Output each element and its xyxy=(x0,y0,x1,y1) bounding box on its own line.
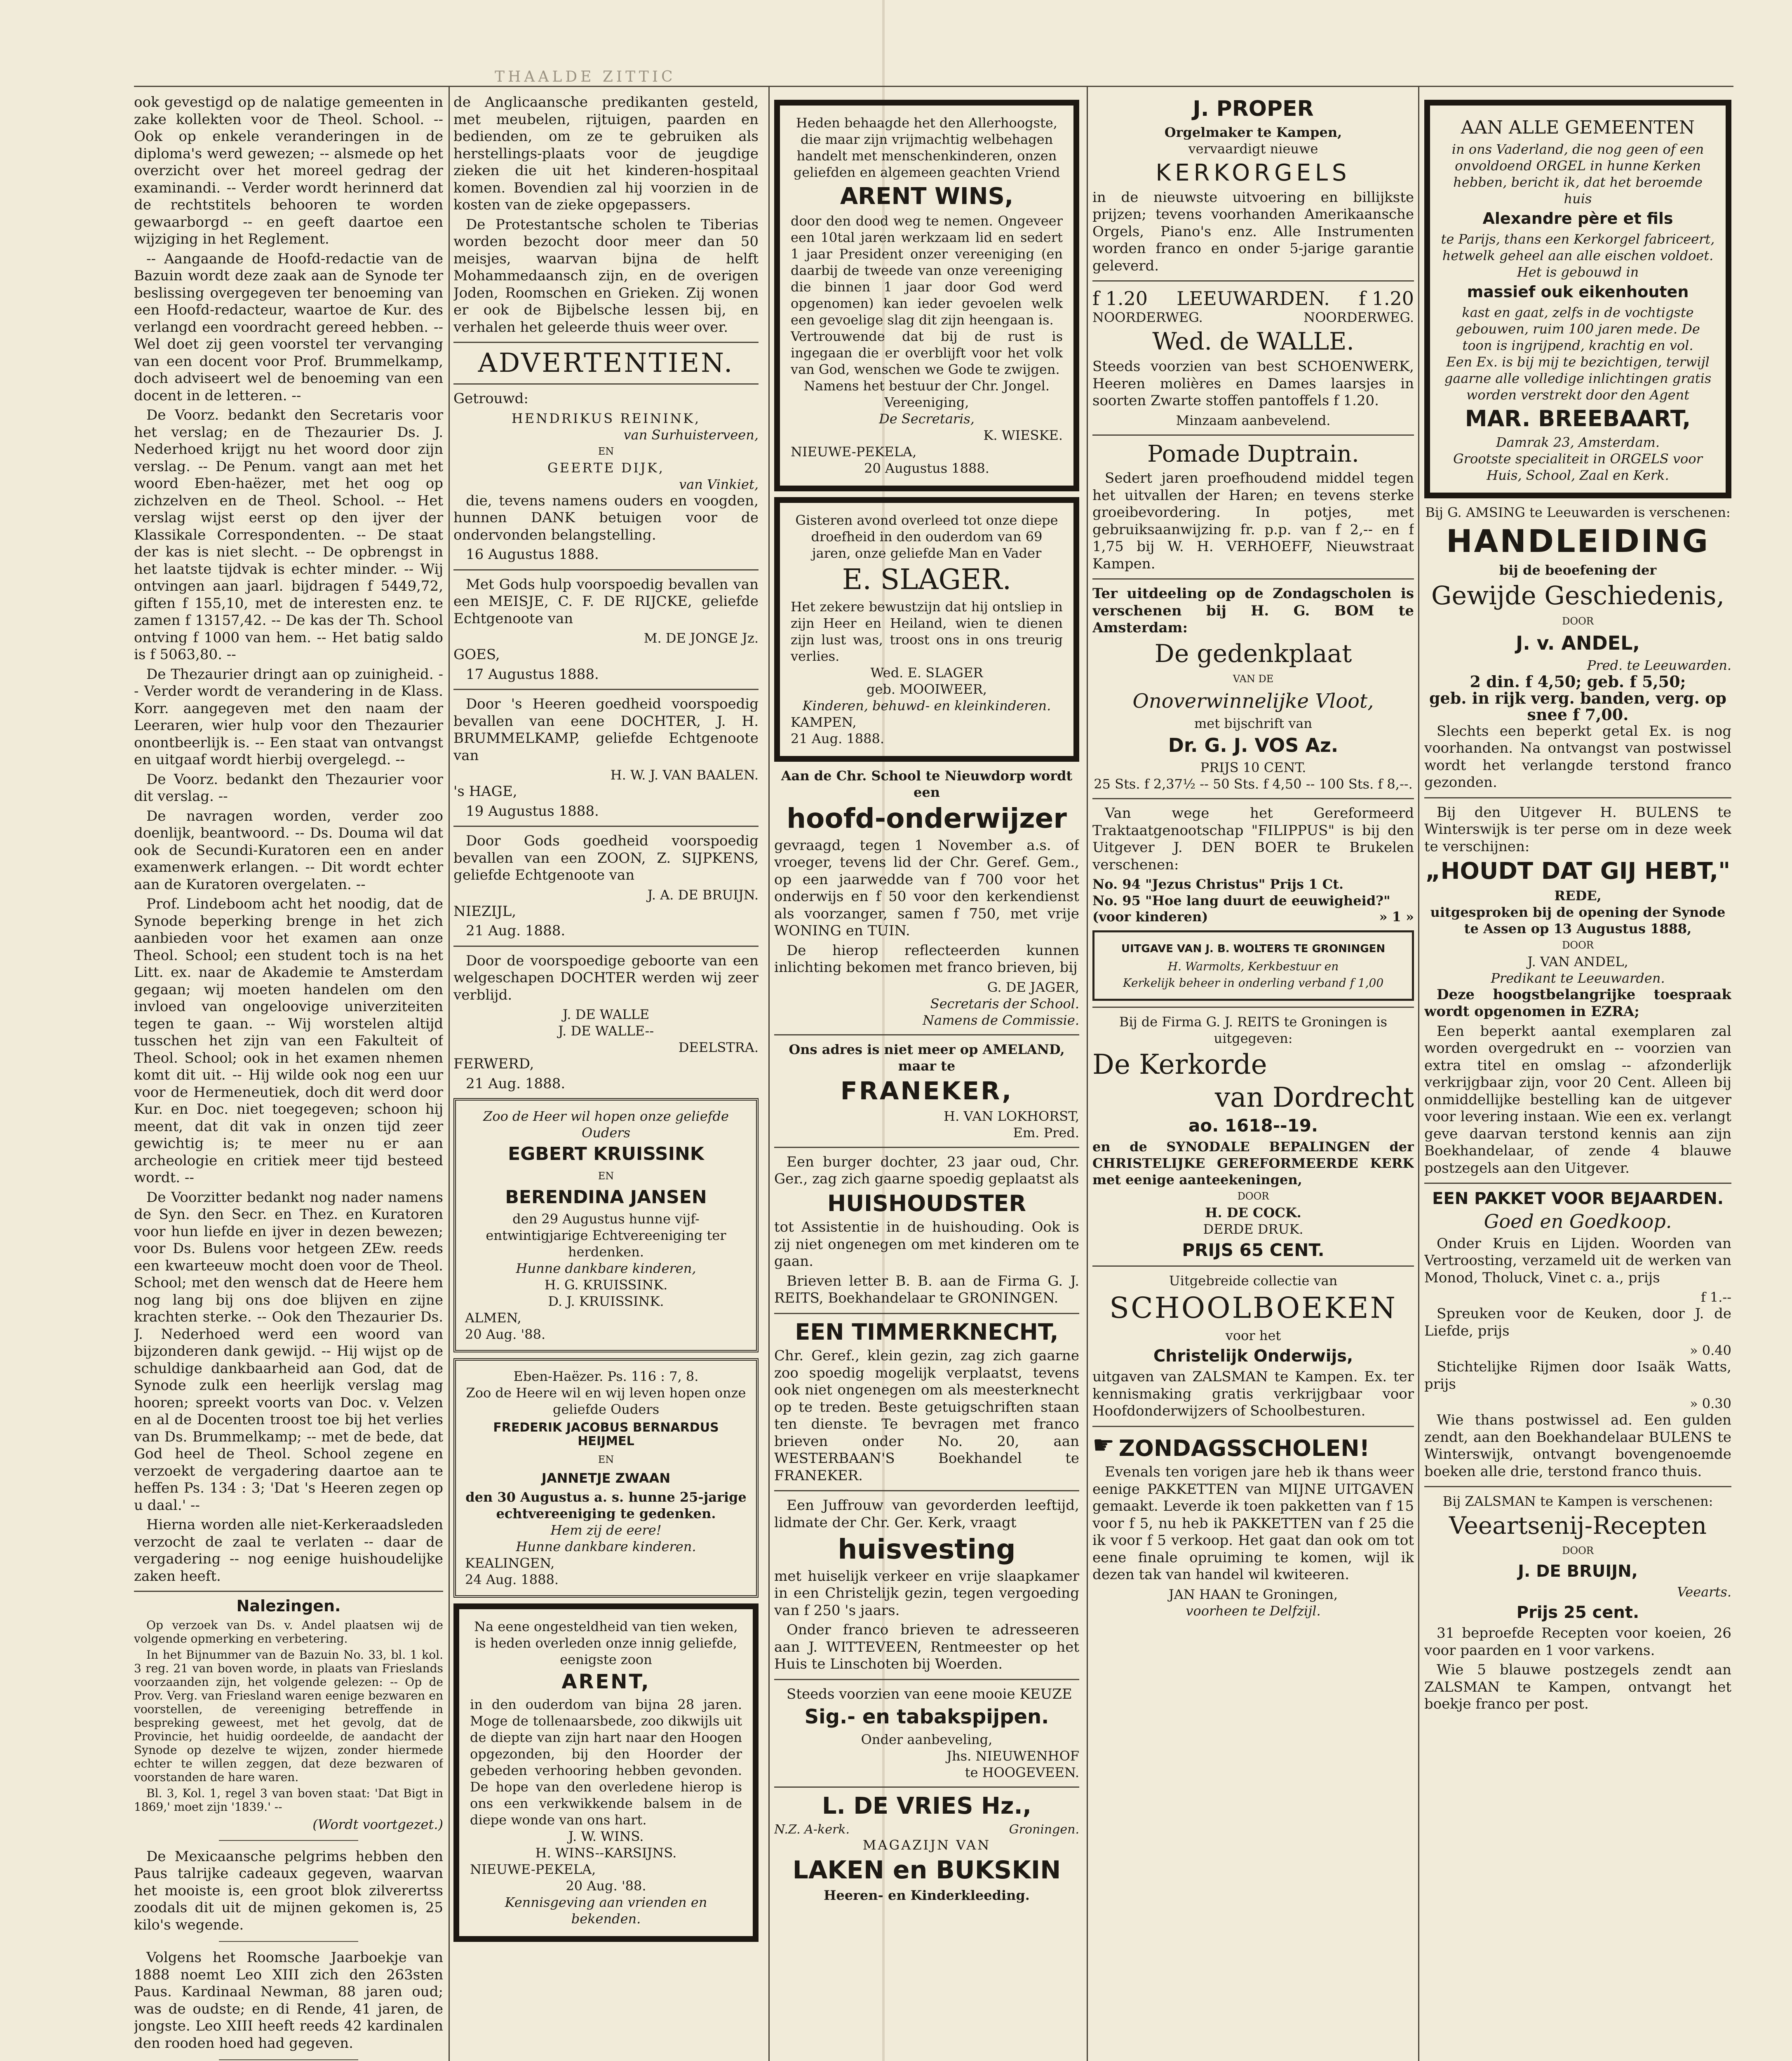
advertenties-title: ADVERTENTIEN. xyxy=(478,348,734,378)
column-1 xyxy=(134,94,443,2061)
ad-gedenkplaat xyxy=(1092,585,1414,792)
news-paragraph: Volgens het Roomsche Jaarboekje van 1888 noemt Leo XIII zich den 263sten Paus. Kardinaal Newman, 88 jaren oud; was de oudste; en di Rende, 41 jaren, de jongste. Leo XIII heeft reeds 42 kardinalen den rooden hoed had gegeven. xyxy=(134,1949,443,2052)
ad-verse: Eben-Haëzer. Ps. 116 : 7, 8. xyxy=(513,1369,699,1385)
ad-author: J. VAN ANDEL, xyxy=(1527,953,1628,969)
separator xyxy=(1092,1265,1414,1267)
ad-breebaart xyxy=(1424,100,1731,498)
ad-lead: Bij G. AMSING te Leeuwarden is verschenen: xyxy=(1425,505,1731,521)
ad-text: Het zekere bewustzijn dat hij ontsliep in zijn Heer en Heiland, wien te dienen zijn lust was, troost ons in ons treurig verlies. xyxy=(791,599,1063,664)
ad-title: De gedenkplaat xyxy=(1154,639,1352,668)
ad-lead: Een Juffrouw van gevorderden leeftijd, lidmate der Chr. Ger. Kerk, vraagt xyxy=(774,1497,1079,1531)
ad-lead: Een burger dochter, 23 jaar oud, Chr. Ger., zag zich gaarne spoedig geplaatst als xyxy=(774,1153,1079,1188)
separator xyxy=(774,1313,1079,1314)
separator xyxy=(774,1147,1079,1148)
ad-text: 31 beproefde Recepten voor koeien, 26 voor paarden en 1 voor varkens. xyxy=(1424,1625,1731,1659)
ad-item: No. 95 "Hoe lang duurt de eeuwigheid?" xyxy=(1092,893,1390,909)
ad-title: LAKEN en BUKSKIN xyxy=(792,1855,1061,1885)
ad-text: die, tevens namens ouders en voogden, hunnen DANK betuigen voor de ondervonden belangstelling. xyxy=(453,492,759,543)
ad-text: gevraagd, tegen 1 November a.s. of vroeger, tevens lid der Chr. Geref. Gem., op een jaarwedde van f 700 voor het onderwijs en f 50 voor den kerkendienst als voorzanger, samen f 750, met vrije WONING en TUIN. xyxy=(774,837,1079,939)
separator xyxy=(1092,1426,1414,1427)
ad-en: EN xyxy=(598,1170,614,1182)
separator xyxy=(219,2059,358,2060)
separator xyxy=(1424,1183,1731,1184)
ad-text: DOOR xyxy=(1562,939,1594,951)
ad-wolters xyxy=(1092,930,1414,1001)
ad-nieuwenhof xyxy=(774,1686,1079,1781)
separator xyxy=(774,1786,1079,1788)
ad-text: Slechts een beperkt getal Ex. is nog voorhanden. Na ontvangst van postwissel wordt het verlangde terstond franco gezonden. xyxy=(1424,723,1731,791)
ad-pakket xyxy=(1424,1190,1731,1480)
news-paragraph: De Mexicaansche pelgrims hebben den Paus talrijke cadeaux gegeven, waarvan het mooiste is, een groot blok zilverertss zoodals dit uit de mijnen gekomen is, 25 kilo's wegende. xyxy=(134,1848,443,1933)
ad-name: Jhs. NIEUWENHOF xyxy=(946,1748,1079,1764)
ad-text: Zoo de Heer wil hopen onze geliefde Ouders xyxy=(483,1108,729,1141)
column-rule xyxy=(768,87,770,2061)
ad-franeker xyxy=(774,1041,1079,1141)
article-paragraph: de Anglicaansche predikanten gesteld, met meubelen, rijtuigen, paarden en bedienden, om ze te gebruiken als herstellings-plaats voor de jeugdige zieken die uit het kinderen-hospitaal komen. Bovendien zal hij voorzien in de kosten van de zieke opgepassers. xyxy=(453,94,759,213)
ad-date: 17 Augustus 1888. xyxy=(466,666,599,683)
ad-lead: Bij de Firma G. J. REITS te Groningen is uitgegeven: xyxy=(1119,1014,1388,1046)
ad-title: L. DE VRIES Hz., xyxy=(822,1793,1032,1820)
ad-name: M. DE JONGE Jz. xyxy=(644,630,759,646)
ad-author: Dr. G. J. VOS Az. xyxy=(1168,734,1339,757)
ad-text: met bijschrift van xyxy=(1194,716,1313,732)
ad-role: Namens de Commissie. xyxy=(922,1012,1079,1028)
ad-role: Predikant te Leeuwarden. xyxy=(1491,970,1665,986)
ad-kruissink xyxy=(453,1098,759,1352)
ad-price: PRIJS 10 CENT. xyxy=(1200,760,1306,776)
ad-item: Stichtelijke Rijmen door Isaäk Watts, prijs xyxy=(1424,1359,1731,1392)
ad-text: tot Assistentie in de huishouding. Ook is zij niet ongenegen om met kinderen om te gaan. xyxy=(774,1219,1079,1270)
ad-address: N.Z. A-kerk. xyxy=(774,1822,850,1837)
ad-date: 20 Aug. '88. xyxy=(465,1326,546,1343)
separator xyxy=(453,946,759,947)
ad-place: LEEUWARDEN. xyxy=(1177,287,1330,310)
ad-en: EN xyxy=(598,445,614,457)
ad-text: De hierop reflecteerden kunnen inlichting bekomen met franco brieven, bij xyxy=(774,942,1079,976)
ad-heijmel xyxy=(453,1358,759,1598)
ad-role: De Secretaris, xyxy=(879,411,975,427)
ad-filippus xyxy=(1092,805,1414,925)
ad-name: H. VAN LOKHORST, xyxy=(944,1108,1079,1124)
ad-title: „HOUDT DAT GIJ HEBT," xyxy=(1425,858,1731,885)
article-paragraph: De navragen worden, verder zoo doenlijk, beantwoord. -- Ds. Douma wil dat ook de Secundi-Kuratoren een en ander examenwerk erlangen. -- Dit wordt echter aan de Kuratoren overgelaten. -- xyxy=(134,807,443,893)
ad-place: te HOOGEVEEN. xyxy=(965,1765,1079,1781)
ad-text: den 29 Augustus hunne vijf-entwintigjarige Echtvereeniging ter herdenken. xyxy=(486,1211,726,1260)
ad-date: 21 Aug. 1888. xyxy=(791,731,885,747)
ad-text: Na eene ongesteldheid van tien weken, is heden overleden onze innig geliefde, eenigste zoon xyxy=(474,1619,738,1668)
ad-text: in ons Vaderland, die nog geen of een onvoldoend ORGEL in hunne Kerken hebben, bericht ik, dat het beroemde huis xyxy=(1451,141,1704,207)
ad-timmerknecht xyxy=(774,1320,1079,1484)
ad-lead: Bij den Uitgever H. BULENS te Winterswijk is ter perse om in deze week te verschijnen: xyxy=(1424,804,1731,855)
column-rule xyxy=(1418,87,1419,2061)
ad-place: ALMEN, xyxy=(465,1310,521,1326)
ad-price: » 0.40 xyxy=(1690,1343,1731,1359)
ad-text: Met Gods hulp voorspoedig bevallen van een MEISJE, C. F. DE RIJCKE, geliefde Echtgenoote van xyxy=(453,576,759,627)
ad-text: Minzaam aanbevelend. xyxy=(1176,412,1331,428)
ad-text: Vertrouwende dat bij de rust is ingegaan die er overblijft voor het volk van God, wenschen we Gode te zwijgen. xyxy=(791,328,1063,377)
column-3 xyxy=(774,94,1079,2061)
ad-veeartsenij xyxy=(1424,1493,1731,1713)
ad-text: uitgesproken bij de opening der Synode te Assen op 13 Augustus 1888, xyxy=(1430,904,1726,937)
ad-dejonge xyxy=(453,576,759,683)
ad-title: Gewijde Geschiedenis, xyxy=(1431,580,1725,610)
ad-title: AAN ALLE GEMEENTEN xyxy=(1461,117,1695,138)
ad-lead: Bij ZALSMAN te Kampen is verschenen: xyxy=(1442,1493,1713,1509)
ad-name: Wed. E. SLAGER xyxy=(870,665,983,681)
ad-name: J. A. DE BRUIJN. xyxy=(647,887,759,903)
ad-name: geb. MOOIWEER, xyxy=(867,681,987,697)
separator xyxy=(134,1591,443,1592)
top-rule xyxy=(134,86,1733,87)
ad-price: 25 Sts. f 2,37½ -- 50 Sts. f 4,50 -- 100 Sts. f 8,--. xyxy=(1094,776,1413,792)
ad-title: HUISHOUDSTER xyxy=(827,1190,1026,1216)
ad-text: Deze hoogstbelangrijke toespraak wordt opgenomen in EZRA; xyxy=(1424,986,1731,1020)
ad-text: Chr. Geref., klein gezin, zag zich gaarne zoo spoedig mogelijk verplaatst, tevens ook niet ongenegen om als meesterknecht op te treden. Beste getuigschriften staan ten dienste. Te bevragen met franco brieven onder No. 20, aan WESTERBAAN'S Boekhandel te FRANEKER. xyxy=(774,1347,1079,1484)
ad-text: Zoo de Heere wil en wij leven hopen onze geliefde Ouders xyxy=(466,1385,746,1418)
ad-text: voor het xyxy=(1225,1328,1281,1344)
ad-author: H. DE COCK. xyxy=(1205,1205,1301,1221)
ad-text: Namens het bestuur der Chr. Jongel. Vereeniging, xyxy=(803,378,1050,410)
ad-text: in den ouderdom van bijna 28 jaren. Moge de tollenaarsbede, zoo dikwijls uit de diepte van zijn hart naar den Hoogen opgezonden, bij den Hoorder der gebeden verhooring hebben gevonden. De hope van den overledene hierop is ons een verkwikkende balsem in de diepe wonde van ons hart. xyxy=(470,1697,742,1828)
ad-name: H. G. KRUISSINK. xyxy=(544,1277,668,1293)
separator xyxy=(1092,578,1414,580)
ad-name: EGBERT KRUISSINK xyxy=(508,1143,704,1165)
ad-name: HENDRIKUS REININK, xyxy=(511,410,701,426)
ad-text: DERDE DRUK. xyxy=(1203,1221,1303,1237)
ad-text: bij de beoefening der xyxy=(1499,562,1657,578)
separator xyxy=(453,689,759,690)
nalezingen-paragraph: Op verzoek van Ds. v. Andel plaatsen wij de volgende opmerking en verbetering. xyxy=(134,1618,443,1646)
ad-en: EN xyxy=(598,1454,614,1466)
column-rule xyxy=(449,87,450,2061)
article-paragraph: -- Aangaande de Hoofd-redactie van de Bazuin wordt deze zaak aan de Synode ter beslissing overgegeven ter benoeming van een Hoofd-redacteur, waartoe de Kur. des verlangd een voordracht gereed hebben. -- Wel doet zij geen voorstel ter vervanging van een docent voor Prof. Brummelkamp, doch adviseert wel de benoeming van een docent in de letteren. -- xyxy=(134,250,443,404)
ad-name: G. DE JAGER, xyxy=(987,979,1079,995)
separator xyxy=(1424,797,1731,798)
ad-title: ao. 1618--19. xyxy=(1188,1115,1318,1136)
separator xyxy=(453,569,759,570)
ad-date: 19 Augustus 1888. xyxy=(466,803,599,819)
ad-title: van Dordrecht xyxy=(1214,1082,1414,1114)
article-paragraph: De Thezaurier dringt aan op zuinigheid. -- Verder wordt de verandering in de Klass. Korr. aangegeven met den naam der Leeraren, wier hulp voor den Thezaurier onontbeerlijk is. -- Een staat van ontvangst en uitgaaf wordt hierbij overgelegd. -- xyxy=(134,666,443,768)
separator xyxy=(219,1941,358,1942)
ad-name: J. DE WALLE-- xyxy=(558,1023,654,1039)
ad-text: Gisteren avond overleed tot onze diepe droefheid in den ouderdom van 69 jaren, onze geliefde Man en Vader xyxy=(795,512,1058,561)
column-rule xyxy=(1087,87,1088,2061)
ad-title: HANDLEIDING xyxy=(1446,523,1710,560)
ad-lead: Ter uitdeeling op de Zondagscholen is verschenen bij H. G. BOM te Amsterdam: xyxy=(1092,585,1414,636)
ad-text: Onder Kruis en Lijden. Woorden van Vertroosting, verzameld uit de werken van Monod, Tholuck, Vinet c. a., prijs xyxy=(1424,1235,1731,1286)
ad-text: H. Warmolts, Kerkbestuur en xyxy=(1167,959,1339,973)
ad-name: E. SLAGER. xyxy=(842,563,1012,596)
ad-author: J. v. ANDEL, xyxy=(1516,632,1640,655)
ad-date: 20 Aug. '88. xyxy=(566,1878,646,1894)
ad-name: MAR. BREEBAART, xyxy=(1465,405,1691,432)
ad-name: JAN HAAN te Groningen, xyxy=(1168,1586,1338,1602)
ad-text: vervaardigt nieuwe xyxy=(1188,141,1318,157)
ad-price: geb. in rijk verg. banden, verg. op snee f 7,00. xyxy=(1429,688,1727,724)
ad-debruijn xyxy=(453,833,759,940)
article-paragraph: Hierna worden alle niet-Kerkeraadsleden verzocht de zaal te verlaten -- daar de vergadering -- nog eenige huishoudelijke zaken heeft. xyxy=(134,1516,443,1584)
ad-name: K. WIESKE. xyxy=(983,427,1063,443)
to-be-continued: (Wordt voortgezet.) xyxy=(312,1816,443,1832)
ad-title: massief ouk eikenhouten xyxy=(1467,283,1689,301)
ad-text: Kerkelijk beheer in onderling verband f 1,00 xyxy=(1123,976,1384,990)
ad-text: Onder aanbeveling, xyxy=(861,1732,993,1748)
ad-date: 21 Aug. 1888. xyxy=(466,1075,566,1092)
ad-text: Een beperkt aantal exemplaren zal worden overgedrukt en -- voorzien van extra titel en omslag -- afzonderlijk verkrijgbaar zijn, voor 20 Cent. Alleen bij onmiddellijke bestelling kan de uitgever voor levering instaan. Wie een ex. verlangt geve daarvan terstond kennis aan zijn Boekhandelaar, of zende 4 blauwe postzegels aan den Uitgever. xyxy=(1424,1023,1731,1176)
ad-title: Wed. de WALLE. xyxy=(1152,327,1354,356)
ad-dewalle xyxy=(453,953,759,1093)
ad-text: in de nieuwste uitvoering en billijkste prijzen; tevens voorhanden Amerikaansche Orgels, Piano's enz. Alle Instrumenten worden franco en onder 5-jarige garantie geleverd. xyxy=(1092,189,1414,274)
nalezingen-paragraph: Bl. 3, Kol. 1, regel 3 van boven staat: 'Dat Bigt in 1869,' moet zijn '1839.' -- xyxy=(134,1786,443,1814)
ad-place: GOES, xyxy=(453,646,500,663)
ad-text: den 30 Augustus a. s. hunne 25-jarige echtvereeniging te gedenken. xyxy=(465,1489,747,1522)
ad-title: UITGAVE VAN J. B. WOLTERS TE GRONINGEN xyxy=(1121,943,1386,955)
ad-text: Hem zij de eere! xyxy=(550,1522,662,1538)
ad-lead: Steeds voorzien van eene mooie KEUZE xyxy=(787,1685,1072,1702)
ad-address: NOORDERWEG. xyxy=(1092,310,1203,326)
ad-text: DOOR xyxy=(1562,615,1594,627)
ad-text: Evenals ten vorigen jare heb ik thans weer eenige PAKKETTEN van MIJNE UITGAVEN gemaakt. Leverde ik toen pakketten van f 15 voor f 5, nu heb ik PAKKETTEN van f 25 die ik voor f 5 verkoop. Het gaat dan ook om tot eene finale opruiming te komen, wijl ik dezen tak van handel wil kwiteeren. xyxy=(1092,1464,1414,1583)
ad-address: NOORDERWEG. xyxy=(1303,310,1414,326)
ad-name: DEELSTRA. xyxy=(678,1040,759,1056)
ad-name: H. WINS--KARSIJNS. xyxy=(535,1845,677,1861)
ad-note: Kennisgeving aan vrienden en bekenden. xyxy=(505,1894,707,1927)
ad-text: DOOR xyxy=(1237,1190,1269,1202)
ad-name: H. W. J. VAN BAALEN. xyxy=(610,767,759,783)
ad-place: van Vinkiet, xyxy=(679,476,759,492)
ad-onderwijzer xyxy=(774,768,1079,1028)
ad-kerkorde xyxy=(1092,1014,1414,1260)
pointing-hand-icon: ☛ xyxy=(1092,1430,1115,1460)
ad-name: D. J. KRUISSINK. xyxy=(548,1293,664,1310)
ad-name: ARENT WINS, xyxy=(840,183,1014,210)
ad-price: PRIJS 65 CENT. xyxy=(1182,1240,1325,1261)
ad-zondagsscholen xyxy=(1092,1430,1414,1619)
ad-name: JANNETJE ZWAAN xyxy=(541,1470,671,1486)
ad-title: EEN PAKKET VOOR BEJAARDEN. xyxy=(1432,1189,1724,1209)
ad-place: FERWERD, xyxy=(453,1056,534,1073)
ad-text: MAGAZIJN VAN xyxy=(862,1837,991,1853)
separator xyxy=(1092,434,1414,436)
column-4 xyxy=(1092,94,1414,2061)
ad-place: van Surhuisterveen, xyxy=(623,427,759,443)
separator xyxy=(453,342,759,343)
nalezingen-title: Nalezingen. xyxy=(236,1597,341,1615)
ad-text: Grootste specialiteit in ORGELS voor Huis, School, Zaal en Kerk. xyxy=(1453,451,1703,484)
ad-text: VAN DE xyxy=(1233,673,1274,685)
ad-place: voorheen te Delfzijl. xyxy=(1186,1603,1321,1619)
article-paragraph: De Protestantsche scholen te Tiberias worden bezocht door meer dan 50 meisjes, waarvan bijna de helft Mohammedaansch zijn, en de overigen Joden, Roomschen en Grieken. Zij wonen er ook de Bijbelsche lessen bij, en verhalen het geleerde thuis weer over. xyxy=(453,216,759,336)
ad-huisvesting xyxy=(774,1497,1079,1673)
ad-title: J. PROPER xyxy=(1193,96,1314,121)
ad-vanbaalen xyxy=(453,696,759,820)
ad-lead: Aan de Chr. School te Nieuwdorp wordt een xyxy=(781,768,1073,800)
ad-title: Christelijk Onderwijs, xyxy=(1153,1347,1353,1366)
ad-place: NIEZIJL, xyxy=(453,903,517,920)
ad-text: Sedert jaren proefhoudend middel tegen het uitvallen der Haren; en tevens sterke groeibevordering. In potjes, met gebruiksaanwijzing fr. p.p. van f 2,-- en f 1,75 bij W. H. VERHOEFF, Nieuwstraat Kampen. xyxy=(1092,470,1414,572)
ad-title: FRANEKER, xyxy=(840,1076,1013,1106)
separator xyxy=(774,1034,1079,1035)
ad-price: 2 din. f 4,50; geb. f 5,50; xyxy=(1470,672,1686,691)
ad-title: ZONDAGSSCHOLEN! xyxy=(1118,1435,1370,1461)
separator xyxy=(219,1840,358,1841)
separator xyxy=(1424,1486,1731,1487)
ad-price: » 0.30 xyxy=(1690,1396,1731,1412)
ad-text: Onder franco brieven te adresseeren aan J. WITTEVEEN, Rentmeester op het Huis te Linschoten bij Woerden. xyxy=(774,1622,1079,1673)
separator xyxy=(1092,1007,1414,1008)
column-2 xyxy=(453,94,759,2061)
ad-text: met huiselijk verkeer en vrije slaapkamer in een Christelijk gezin, tegen vergoeding van f 250 's jaars. xyxy=(774,1568,1079,1619)
ad-houdt xyxy=(1424,804,1731,1177)
ad-author: J. DE BRUIJN, xyxy=(1518,1562,1638,1581)
article-paragraph: ook gevestigd op de nalatige gemeenten in zake kollekten voor de Theol. School. -- Ook op enkele veranderingen in de diploma's werd gewezen; -- alsmede op het overzicht over het moreel gedrag der examinandi. -- Verder wordt herinnerd dat de rechtstitels behooren te worden gewaarborgd -- en geeft daartoe een wijziging in het Reglement. xyxy=(134,94,443,247)
ad-title: EEN TIMMERKNECHT, xyxy=(795,1319,1059,1345)
ad-proper xyxy=(1092,97,1414,275)
ad-name: J. W. WINS. xyxy=(568,1829,644,1845)
ad-item: Spreuken voor de Keuken, door J. de Liefde, prijs xyxy=(1424,1305,1731,1339)
ad-text: Door Gods goedheid voorspoedig bevallen van een ZOON, Z. SIJPKENS, geliefde Echtgenoote van xyxy=(453,833,759,884)
ad-name: BERENDINA JANSEN xyxy=(505,1186,707,1208)
separator xyxy=(1092,798,1414,799)
ad-text: Orgelmaker te Kampen, xyxy=(1164,124,1342,141)
ad-pomade xyxy=(1092,441,1414,573)
ad-title: Pomade Duptrain. xyxy=(1147,440,1359,467)
ad-price: » 1 » xyxy=(1379,909,1414,925)
ad-role: Em. Pred. xyxy=(1013,1124,1079,1141)
ad-text: Door 's Heeren goedheid voorspoedig bevallen van eene DOCHTER, J. H. BRUMMELKAMP, geliefde Echtgenoote van xyxy=(453,696,759,764)
ad-handleiding xyxy=(1424,504,1731,791)
ad-place: KEALINGEN, xyxy=(465,1555,555,1571)
article-paragraph: Prof. Lindeboom acht het noodig, dat de Synode beperking brenge in het zich aanbieden voor het examen aan onze Theol. School; een student toch is na het Litt. ex. naar de Akademie te Amsterdam gegaan; wij moeten handelen om den invloed van ongeloovige univerziteiten tegen te gaan. -- Wij worstelen altijd tusschen het zijn van een Fakulteit of Theol. School; ook in het examen nhemen komt dit uit. -- Hij wilde ook nog een uur voor de Hermeneutiek, doch dit werd door Kur. en Doc. niet toegegeven; schoon hij meent, dat dit vak in onzen tijd zeer gewichtig is; te meer nu er aan archeologie en critiek meer tijd besteed wordt. -- xyxy=(134,896,443,1186)
nalezingen-paragraph: In het Bijnummer van de Bazuin No. 33, bl. 1 kol. 3 reg. 21 van boven worde, in plaats van Frieslands voorzaanden zijn, het volgende gelezen: -- Op de Prov. Verg. van Friesland waren eenige bezwaren en voorstellen, de vereeniging betreffende in bespreking geweest, met het gevolg, dat de Provincie, het huidig oordeelde, de aandacht der Synode op dezelve te wijzen, zonder hiermede echter te willen zeggen, dat deze bezwaren of voorstanden de hare waren. xyxy=(134,1648,443,1784)
ad-title: KERKORGELS xyxy=(1156,160,1351,187)
ad-text: kast en gaat, zelfs in de vochtigste gebouwen, ruim 100 jaren mede. De toon is ingrijpend, krachtig en vol. xyxy=(1456,304,1700,353)
ad-role: Veearts. xyxy=(1677,1584,1731,1600)
ad-text: door den dood weg te nemen. Ongeveer een 10tal jaren werkzaam lid en sedert 1 jaar President onzer vereeniging (en daarbij de tweede van onze vereeniging die binnen 1 jaar door God werd opgenomen) kan ieder gevoelen welk een gevoelige slag dit zijn heengaan is. xyxy=(791,213,1063,328)
article-paragraph: De Voorz. bedankt den Thezaurier voor dit verslag. -- xyxy=(134,771,443,805)
column-5 xyxy=(1424,94,1731,2061)
ad-price: f 1.20 xyxy=(1092,287,1148,310)
ad-item: (voor kinderen) xyxy=(1092,909,1208,925)
separator xyxy=(774,1679,1079,1680)
ad-price: Prijs 25 cent. xyxy=(1516,1603,1639,1622)
ad-reinink xyxy=(453,390,759,563)
ad-place: NIEUWE-PEKELA, xyxy=(791,444,917,460)
ad-price: f 1.-- xyxy=(1700,1289,1731,1305)
ad-date: 16 Augustus 1888. xyxy=(466,546,599,563)
separator xyxy=(774,1490,1079,1491)
ad-text: Wie thans postwissel ad. Een gulden zendt, aan den Boekhandelaar BULENS te Winterswijk, ontvangt bovengenoemde boeken alle drie, terstond franco thuis. xyxy=(1424,1412,1731,1480)
ad-text: Heeren- en Kinderkleeding. xyxy=(824,1887,1030,1903)
ad-thanks: Hunne dankbare kinderen, xyxy=(516,1261,696,1277)
ad-place: KAMPEN, xyxy=(791,714,857,730)
ad-text: Een Ex. is bij mij te bezichtigen, terwijl gaarne alle volledige inlichtingen gratis worden verstrekt door den Agent xyxy=(1444,354,1712,403)
ad-schoolboeken xyxy=(1092,1272,1414,1420)
ad-place: Groningen. xyxy=(1009,1822,1079,1837)
ad-arent xyxy=(453,1603,759,1942)
ad-date: 20 Augustus 1888. xyxy=(864,460,989,476)
ad-title: huisvesting xyxy=(838,1533,1016,1566)
ad-address: Damrak 23, Amsterdam. xyxy=(1496,434,1660,451)
ad-place: 's HAGE, xyxy=(453,783,517,800)
ad-title: Goed en Goedkoop. xyxy=(1484,1210,1672,1233)
separator xyxy=(1092,280,1414,282)
article-paragraph: De Voorz. bedankt den Secretaris voor het verslag; en de Thezaurier Ds. J. Nederhoed krijgt nu het woord door zijn verslag. -- De Penum. vangt aan met het woord Eben-haëzer, met het oog op zichzelven en de Theol. School. -- Het verslag wijst eerst op den ijver der Klassikale Correspondenten. -- De staat der kas is niet slecht. -- De opbrengst in het laatste tijdvak is echter minder. -- Wij ontvingen aan jaarl. bijdragen f 5449,72, giften f 155,10, met de interesten enz. te zamen f 13157,42. -- De kas der Th. School ontving f 1000 van hem. -- Het batig saldo is f 5063,80. -- xyxy=(134,407,443,663)
ad-text: Kinderen, behuwd- en kleinkinderen. xyxy=(802,698,1051,714)
ad-text: uitgaven van ZALSMAN te Kampen. Ex. ter kennismaking gratis verkrijgbaar voor Hoofdonderwijzers of Schoolbesturen. xyxy=(1092,1369,1414,1420)
ad-role: Pred. te Leeuwarden. xyxy=(1587,657,1731,673)
ad-lead: Getrouwd: xyxy=(453,390,528,407)
ad-name: FREDERIK JACOBUS BERNARDUS HEIJMEL xyxy=(493,1420,719,1449)
ad-title: hoofd-onderwijzer xyxy=(787,803,1067,835)
ad-title: Veeartsenij-Recepten xyxy=(1449,1512,1707,1540)
article-paragraph: De Voorzitter bedankt nog nader namens de Syn. den Secr. en Thez. en Kuratoren voor hun liefde en ijver in dezen bewezen; voor Ds. Bulens voor hetgeen ZEw. reeds een kwarteeuw mocht doen voor de Theol. School; met den wensch dat de Heere hem nog lang bij ons doe blijven en zijne krachten sterke. -- Ook den Thezaurier Ds. J. Nederhoed werd een woord van bijzonderen dank gewijd. -- Hij wijst op de schuldige dankbaarheid aan God, dat de Synode zulk een heerlijk verslag mag hooren; spreekt voorts van Doc. v. Velzen en al de Docenten troost toe bij het verlies van Ds. Brummelkamp; -- met de bede, dat God heel de Theol. School zegene en verzoekt de vergadering daartoe aan te heffen Ps. 134 : 3; 'Dat 's Heeren zegen op u daal.' -- xyxy=(134,1189,443,1514)
ad-name: J. DE WALLE xyxy=(562,1007,650,1023)
ad-text: en de SYNODALE BEPALINGEN der CHRISTELIJKE GEREFORMEERDE KERK met eenige aanteekeningen, xyxy=(1092,1139,1414,1188)
ad-text: te Parijs, thans een Kerkorgel fabriceert, hetwelk geheel aan alle eischen voldoet. Het is gebouwd in xyxy=(1441,231,1715,280)
ad-place: NIEUWE-PEKELA, xyxy=(470,1861,596,1878)
ad-lead: Ons adres is niet meer op AMELAND, maar te xyxy=(789,1041,1065,1074)
ad-date: 24 Aug. 1888. xyxy=(465,1572,559,1588)
ad-text: Brieven letter B. B. aan de Firma G. J. REITS, Boekhandelaar te GRONINGEN. xyxy=(774,1272,1079,1307)
ad-text: Van wege het Gereformeerd Traktaatgenootschap "FILIPPUS" is bij den Uitgever J. DEN BOER te Brukelen verschenen: xyxy=(1092,805,1414,873)
ad-title: De Kerkorde xyxy=(1092,1048,1267,1080)
ad-text: Door de voorspoedige geboorte van een welgeschapen DOCHTER werden wij zeer verblijd. xyxy=(453,952,759,1003)
running-head: THAALDE ZITTIC xyxy=(495,68,676,85)
ad-name: GEERTE DIJK, xyxy=(547,460,665,476)
ad-text: Steeds voorzien van best SCHOENWERK, Heeren molières en Dames laarsjes in soorten Zwarte stoffen pantoffels f 1.20. xyxy=(1092,358,1414,409)
ad-title: SCHOOLBOEKEN xyxy=(1109,1291,1397,1325)
ad-huishoudster xyxy=(774,1154,1079,1307)
ad-title: Alexandre père et fils xyxy=(1482,209,1673,228)
ad-text: DOOR xyxy=(1562,1545,1594,1557)
ad-name: ARENT, xyxy=(561,1670,651,1694)
ad-price: f 1.20 xyxy=(1358,287,1414,310)
ad-text: REDE, xyxy=(1554,887,1602,904)
ad-date: 21 Aug. 1888. xyxy=(466,923,566,939)
ad-walle xyxy=(1092,287,1414,428)
ad-text: Heden behaagde het den Allerhoogste, die maar zijn vrijmachtig welbehagen handelt met menschenkinderen, onzen geliefden en algemeen geachten Vriend xyxy=(793,115,1060,180)
ad-slager xyxy=(774,497,1079,762)
separator xyxy=(453,383,759,385)
ad-thanks: Hunne dankbare kinderen. xyxy=(516,1539,696,1555)
ad-text: Wie 5 blauwe postzegels zendt aan ZALSMAN te Kampen, ontvangt het boekje franco per post. xyxy=(1424,1662,1731,1713)
ad-title: Onoverwinnelijke Vloot, xyxy=(1132,689,1374,713)
ad-role: Secretaris der School. xyxy=(930,995,1079,1012)
ad-devries xyxy=(774,1793,1079,1904)
ad-lead: Uitgebreide collectie van xyxy=(1169,1273,1338,1289)
separator xyxy=(453,826,759,827)
ad-title: Sig.- en tabakspijpen. xyxy=(804,1705,1049,1729)
ad-item: No. 94 "Jezus Christus" Prijs 1 Ct. xyxy=(1092,876,1343,892)
ad-wins xyxy=(774,100,1079,491)
